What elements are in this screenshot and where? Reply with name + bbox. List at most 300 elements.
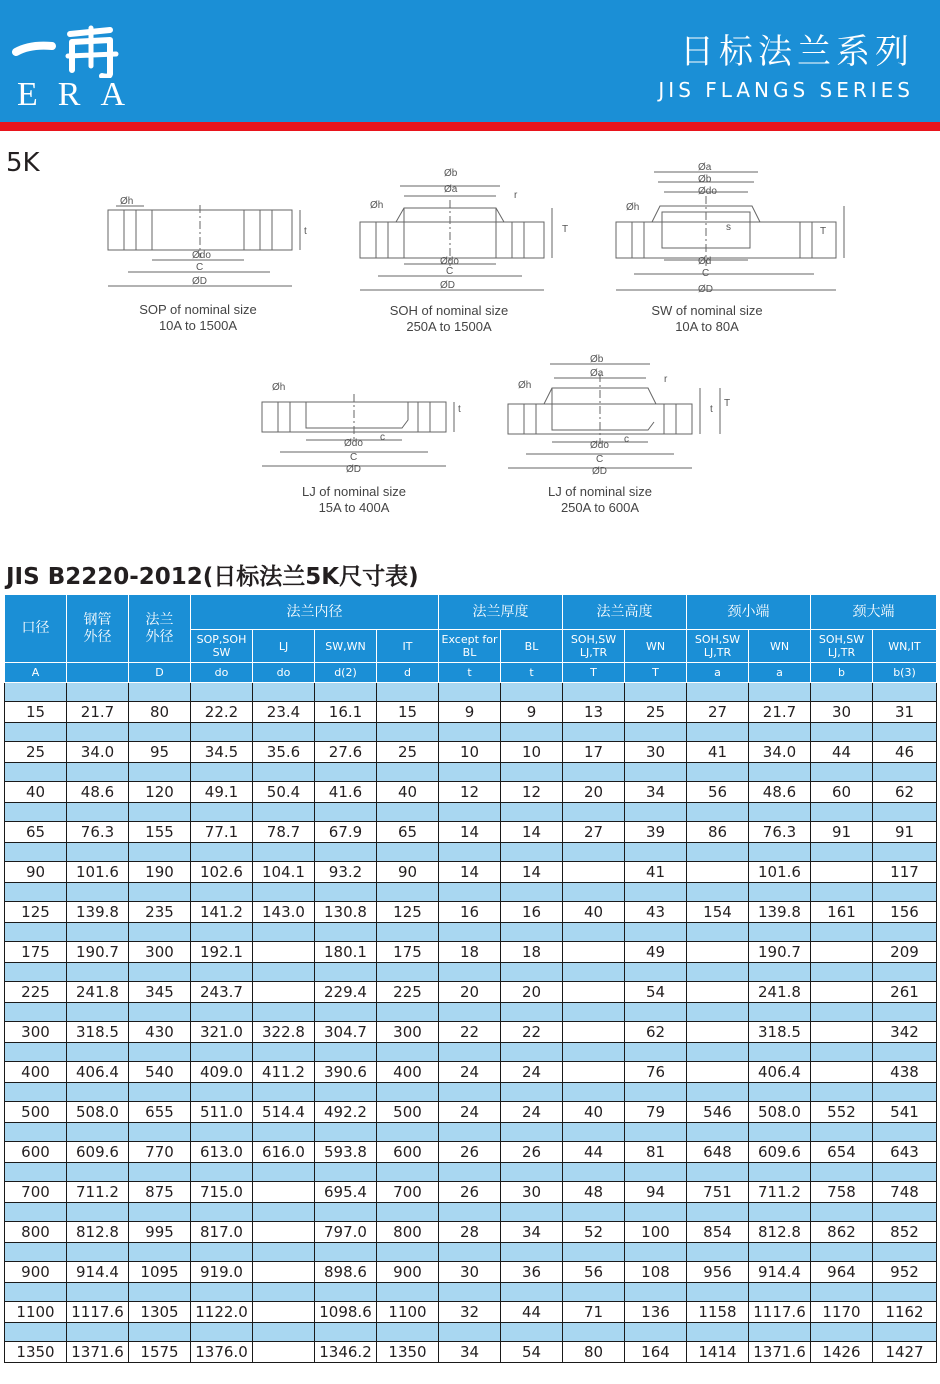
table-cell: 65: [377, 822, 439, 843]
table-cell: [253, 1222, 315, 1243]
table-row: [5, 1022, 937, 1043]
symbol-cell: do: [253, 663, 315, 683]
table-cell: 995: [129, 1222, 191, 1243]
spacer-cell: [687, 843, 749, 862]
spacer-cell: [253, 1283, 315, 1302]
spacer-cell: [625, 1243, 687, 1262]
spacer-cell: [749, 1123, 811, 1142]
header-neck-large: 颈大端: [811, 595, 937, 630]
spacer-cell: [439, 1163, 501, 1182]
table-cell: 41: [687, 742, 749, 763]
table-row: [5, 822, 937, 843]
table-cell: [811, 862, 873, 883]
table-cell: [253, 982, 315, 1003]
table-cell: 409.0: [191, 1062, 253, 1083]
spacer-cell: [129, 1283, 191, 1302]
spacer-cell: [5, 1283, 67, 1302]
spacer-cell: [873, 1243, 937, 1262]
series-title-cn: 日标法兰系列: [680, 32, 914, 72]
spacer-cell: [563, 843, 625, 862]
spacer-cell: [439, 803, 501, 822]
spacer-cell: [749, 963, 811, 982]
symbol-cell: d(2): [315, 663, 377, 683]
table-row: [5, 1102, 937, 1123]
table-cell: 209: [873, 942, 937, 963]
spacer-row: [5, 803, 937, 822]
table-cell: 34: [439, 1342, 501, 1363]
spacer-cell: [501, 803, 563, 822]
dim-d-outer: ØD: [698, 284, 713, 295]
table-cell: 225: [377, 982, 439, 1003]
spacer-cell: [377, 1163, 439, 1182]
table-cell: 751: [687, 1182, 749, 1203]
table-cell: 956: [687, 1262, 749, 1283]
table-cell: 44: [501, 1302, 563, 1323]
spacer-cell: [873, 723, 937, 742]
spacer-cell: [625, 1043, 687, 1062]
table-cell: 26: [439, 1182, 501, 1203]
spacer-cell: [873, 1083, 937, 1102]
spacer-cell: [191, 1203, 253, 1222]
spacer-cell: [501, 1003, 563, 1022]
table-cell: 854: [687, 1222, 749, 1243]
table-cell: 643: [873, 1142, 937, 1163]
table-cell: [687, 1022, 749, 1043]
table-cell: 80: [129, 702, 191, 723]
table-cell: 43: [625, 902, 687, 923]
spacer-cell: [5, 963, 67, 982]
table-cell: 552: [811, 1102, 873, 1123]
spacer-cell: [129, 883, 191, 902]
table-cell: [563, 1022, 625, 1043]
spacer-cell: [873, 683, 937, 702]
table-cell: 164: [625, 1342, 687, 1363]
spacer-cell: [377, 1043, 439, 1062]
table-cell: 235: [129, 902, 191, 923]
table-cell: 300: [129, 942, 191, 963]
table-cell: 508.0: [67, 1102, 129, 1123]
table-cell: 67.9: [315, 822, 377, 843]
table-cell: 192.1: [191, 942, 253, 963]
table-cell: 322.8: [253, 1022, 315, 1043]
table-cell: 812.8: [67, 1222, 129, 1243]
table-cell: 41: [625, 862, 687, 883]
table-cell: 30: [501, 1182, 563, 1203]
table-cell: 438: [873, 1062, 937, 1083]
spacer-cell: [253, 803, 315, 822]
subheader-cell: WN,IT: [873, 630, 937, 663]
table-cell: 49: [625, 942, 687, 963]
table-cell: 108: [625, 1262, 687, 1283]
table-cell: 22.2: [191, 702, 253, 723]
spacer-cell: [191, 723, 253, 742]
table-cell: 40: [563, 1102, 625, 1123]
table-cell: 300: [377, 1022, 439, 1043]
spacer-cell: [749, 723, 811, 742]
spacer-cell: [625, 843, 687, 862]
spacer-cell: [873, 1323, 937, 1342]
table-cell: 86: [687, 822, 749, 843]
spacer-cell: [5, 763, 67, 782]
table-cell: 511.0: [191, 1102, 253, 1123]
dim-a: Øa: [698, 162, 712, 173]
table-cell: 1158: [687, 1302, 749, 1323]
spacer-cell: [315, 1323, 377, 1342]
spacer-cell: [811, 803, 873, 822]
table-cell: 508.0: [749, 1102, 811, 1123]
table-cell: 117: [873, 862, 937, 883]
dim-a: Øa: [590, 368, 604, 379]
spacer-cell: [253, 1083, 315, 1102]
table-cell: 20: [501, 982, 563, 1003]
spacer-cell: [67, 683, 129, 702]
table-cell: 34.5: [191, 742, 253, 763]
symbol-cell: A: [5, 663, 67, 683]
table-row: [5, 1142, 937, 1163]
spacer-cell: [5, 1123, 67, 1142]
header-thickness: 法兰厚度: [439, 595, 563, 630]
spacer-cell: [687, 1203, 749, 1222]
table-row: [5, 1222, 937, 1243]
spacer-cell: [377, 1283, 439, 1302]
table-cell: 411.2: [253, 1062, 315, 1083]
table-cell: 342: [873, 1022, 937, 1043]
spacer-cell: [563, 923, 625, 942]
table-cell: 25: [625, 702, 687, 723]
spacer-cell: [129, 963, 191, 982]
subheader-cell: Except for BL: [439, 630, 501, 663]
table-cell: 81: [625, 1142, 687, 1163]
table-cell: 34: [501, 1222, 563, 1243]
table-cell: 318.5: [749, 1022, 811, 1043]
spacer-cell: [749, 1283, 811, 1302]
table-cell: 817.0: [191, 1222, 253, 1243]
table-cell: 758: [811, 1182, 873, 1203]
diagram-caption-soh: SOH of nominal size 250A to 1500A: [389, 303, 509, 334]
table-cell: 180.1: [315, 942, 377, 963]
table-cell: 52: [563, 1222, 625, 1243]
table-cell: 34: [625, 782, 687, 803]
spacer-cell: [501, 1203, 563, 1222]
spacer-cell: [377, 1203, 439, 1222]
spacer-cell: [129, 923, 191, 942]
spacer-cell: [749, 1043, 811, 1062]
spacer-cell: [129, 1163, 191, 1182]
subheader-cell: LJ: [253, 630, 315, 663]
table-cell: 48.6: [749, 782, 811, 803]
table-cell: 600: [5, 1142, 67, 1163]
spacer-cell: [749, 1083, 811, 1102]
spacer-cell: [811, 1203, 873, 1222]
spacer-cell: [315, 723, 377, 742]
dim-do: Ødo: [698, 186, 717, 197]
spacer-cell: [749, 923, 811, 942]
spacer-cell: [439, 1243, 501, 1262]
spacer-cell: [377, 763, 439, 782]
dim-r: r: [664, 374, 668, 385]
spacer-cell: [563, 883, 625, 902]
spacer-cell: [5, 843, 67, 862]
table-cell: 25: [5, 742, 67, 763]
spacer-cell: [191, 1003, 253, 1022]
spacer-cell: [501, 1283, 563, 1302]
spacer-cell: [439, 1083, 501, 1102]
spacer-cell: [191, 1043, 253, 1062]
table-cell: 23.4: [253, 702, 315, 723]
spacer-cell: [625, 883, 687, 902]
table-cell: 190.7: [749, 942, 811, 963]
table-cell: 40: [377, 782, 439, 803]
spacer-cell: [501, 723, 563, 742]
table-cell: 800: [377, 1222, 439, 1243]
spacer-cell: [439, 843, 501, 862]
spacer-cell: [5, 1083, 67, 1102]
spacer-cell: [749, 1003, 811, 1022]
table-cell: [563, 982, 625, 1003]
table-cell: 541: [873, 1102, 937, 1123]
dim-d: ØD: [592, 466, 607, 477]
spacer-cell: [191, 803, 253, 822]
spacer-cell: [5, 1203, 67, 1222]
spacer-row: [5, 723, 937, 742]
spacer-cell: [501, 1243, 563, 1262]
table-cell: 400: [377, 1062, 439, 1083]
dim-t: t: [458, 404, 461, 415]
spacer-cell: [67, 963, 129, 982]
table-cell: 914.4: [67, 1262, 129, 1283]
table-cell: 76.3: [67, 822, 129, 843]
table-title: JIS B2220-2012(日标法兰5K尺寸表): [6, 564, 419, 590]
table-cell: 1426: [811, 1342, 873, 1363]
table-cell: 44: [811, 742, 873, 763]
dim-b: Øb: [590, 354, 604, 365]
spacer-cell: [811, 923, 873, 942]
spacer-cell: [873, 923, 937, 942]
spacer-cell: [439, 963, 501, 982]
table-cell: 261: [873, 982, 937, 1003]
table-cell: 22: [439, 1022, 501, 1043]
spacer-cell: [315, 1283, 377, 1302]
table-cell: 20: [563, 782, 625, 803]
spacer-row: [5, 1043, 937, 1062]
table-cell: 54: [501, 1342, 563, 1363]
table-cell: [811, 942, 873, 963]
symbol-cell: t: [439, 663, 501, 683]
symbol-cell: t: [501, 663, 563, 683]
spacer-cell: [129, 763, 191, 782]
table-cell: 46: [873, 742, 937, 763]
table-cell: 613.0: [191, 1142, 253, 1163]
header-height: 法兰高度: [563, 595, 687, 630]
spacer-cell: [501, 683, 563, 702]
spacer-row: [5, 843, 937, 862]
spacer-cell: [5, 1003, 67, 1022]
table-cell: 900: [377, 1262, 439, 1283]
table-cell: 875: [129, 1182, 191, 1203]
spacer-cell: [67, 1203, 129, 1222]
table-cell: 94: [625, 1182, 687, 1203]
symbol-cell: a: [749, 663, 811, 683]
table-cell: 16.1: [315, 702, 377, 723]
symbol-cell: T: [625, 663, 687, 683]
dim-d: ØD: [192, 276, 207, 287]
symbol-cell: a: [687, 663, 749, 683]
spacer-cell: [5, 923, 67, 942]
spacer-cell: [687, 1123, 749, 1142]
table-cell: 14: [439, 862, 501, 883]
table-cell: 345: [129, 982, 191, 1003]
dim-do: Ødo: [590, 440, 609, 451]
spacer-cell: [5, 1323, 67, 1342]
table-cell: 93.2: [315, 862, 377, 883]
table-cell: 15: [5, 702, 67, 723]
dim-c-small: c: [624, 434, 629, 445]
flange-drawings: [0, 150, 940, 530]
spacer-cell: [811, 1323, 873, 1342]
spacer-cell: [253, 1043, 315, 1062]
spacer-cell: [625, 1283, 687, 1302]
spacer-cell: [873, 803, 937, 822]
table-cell: [811, 1022, 873, 1043]
spacer-cell: [873, 763, 937, 782]
table-cell: 241.8: [749, 982, 811, 1003]
table-cell: [687, 942, 749, 963]
table-cell: [253, 1342, 315, 1363]
table-cell: 964: [811, 1262, 873, 1283]
spacer-cell: [501, 963, 563, 982]
table-cell: 609.6: [749, 1142, 811, 1163]
table-cell: 700: [5, 1182, 67, 1203]
spacer-cell: [5, 1243, 67, 1262]
diagram-caption-sw: SW of nominal size 10A to 80A: [651, 303, 763, 334]
table-cell: 900: [5, 1262, 67, 1283]
page-header: [0, 0, 940, 122]
table-cell: 60: [811, 782, 873, 803]
table-cell: 77.1: [191, 822, 253, 843]
spacer-row: [5, 1003, 937, 1022]
spacer-cell: [749, 843, 811, 862]
symbol-cell: d: [377, 663, 439, 683]
spacer-cell: [377, 723, 439, 742]
spacer-cell: [563, 963, 625, 982]
table-cell: 27.6: [315, 742, 377, 763]
spacer-cell: [439, 683, 501, 702]
table-cell: 852: [873, 1222, 937, 1243]
spacer-cell: [67, 1283, 129, 1302]
spacer-cell: [563, 1043, 625, 1062]
table-cell: 155: [129, 822, 191, 843]
spacer-cell: [129, 683, 191, 702]
table-cell: 30: [625, 742, 687, 763]
table-cell: 56: [687, 782, 749, 803]
table-cell: [687, 982, 749, 1003]
table-row: [5, 1342, 937, 1363]
spacer-cell: [191, 1323, 253, 1342]
spacer-cell: [191, 1283, 253, 1302]
spacer-cell: [129, 803, 191, 822]
subheader-cell: SOH,SW LJ,TR: [811, 630, 873, 663]
spacer-cell: [625, 1003, 687, 1022]
spacer-cell: [129, 723, 191, 742]
spacer-cell: [501, 1043, 563, 1062]
table-cell: 1427: [873, 1342, 937, 1363]
diagram-caption-sop: SOP of nominal size 10A to 1500A: [139, 302, 257, 333]
table-cell: 600: [377, 1142, 439, 1163]
spacer-cell: [129, 1083, 191, 1102]
table-cell: 49.1: [191, 782, 253, 803]
spacer-cell: [129, 1043, 191, 1062]
table-cell: 812.8: [749, 1222, 811, 1243]
spacer-cell: [563, 1243, 625, 1262]
table-cell: 26: [501, 1142, 563, 1163]
table-cell: 1117.6: [67, 1302, 129, 1323]
table-cell: 748: [873, 1182, 937, 1203]
spacer-cell: [439, 1283, 501, 1302]
spacer-cell: [67, 883, 129, 902]
spacer-cell: [501, 1323, 563, 1342]
table-cell: 22: [501, 1022, 563, 1043]
table-cell: 9: [439, 702, 501, 723]
table-cell: 13: [563, 702, 625, 723]
spacer-cell: [749, 883, 811, 902]
spacer-row: [5, 923, 937, 942]
table-cell: 71: [563, 1302, 625, 1323]
spacer-cell: [129, 843, 191, 862]
spacer-cell: [687, 1083, 749, 1102]
logo-text: ERA: [17, 76, 145, 113]
spacer-cell: [687, 803, 749, 822]
spacer-cell: [687, 923, 749, 942]
spacer-cell: [253, 683, 315, 702]
table-cell: 797.0: [315, 1222, 377, 1243]
dim-h: Øh: [272, 382, 286, 393]
table-row: [5, 1182, 937, 1203]
dim-c: C: [196, 262, 204, 273]
dim-b: Øb: [698, 174, 712, 185]
table-cell: 1350: [5, 1342, 67, 1363]
spacer-cell: [811, 1043, 873, 1062]
spacer-cell: [191, 843, 253, 862]
dim-h: Øh: [626, 202, 640, 213]
symbol-cell: b: [811, 663, 873, 683]
table-cell: 770: [129, 1142, 191, 1163]
spacer-cell: [253, 1243, 315, 1262]
spacer-cell: [873, 963, 937, 982]
table-cell: 18: [501, 942, 563, 963]
table-cell: 500: [5, 1102, 67, 1123]
spacer-cell: [811, 963, 873, 982]
spacer-cell: [129, 1123, 191, 1142]
spacer-cell: [67, 1163, 129, 1182]
spacer-cell: [501, 1163, 563, 1182]
spacer-cell: [625, 1323, 687, 1342]
spacer-cell: [811, 1283, 873, 1302]
spacer-cell: [501, 763, 563, 782]
spacer-cell: [377, 1243, 439, 1262]
spacer-cell: [253, 883, 315, 902]
table-cell: 101.6: [749, 862, 811, 883]
subheader-cell: SOP,SOH SW: [191, 630, 253, 663]
table-cell: 862: [811, 1222, 873, 1243]
spacer-row: [5, 1323, 937, 1342]
table-cell: 76: [625, 1062, 687, 1083]
table-cell: 100: [625, 1222, 687, 1243]
table-cell: 14: [501, 822, 563, 843]
spacer-row: [5, 1243, 937, 1262]
series-title-en: JIS FLANGS SERIES: [658, 78, 914, 102]
spacer-cell: [873, 1043, 937, 1062]
spacer-cell: [873, 1163, 937, 1182]
